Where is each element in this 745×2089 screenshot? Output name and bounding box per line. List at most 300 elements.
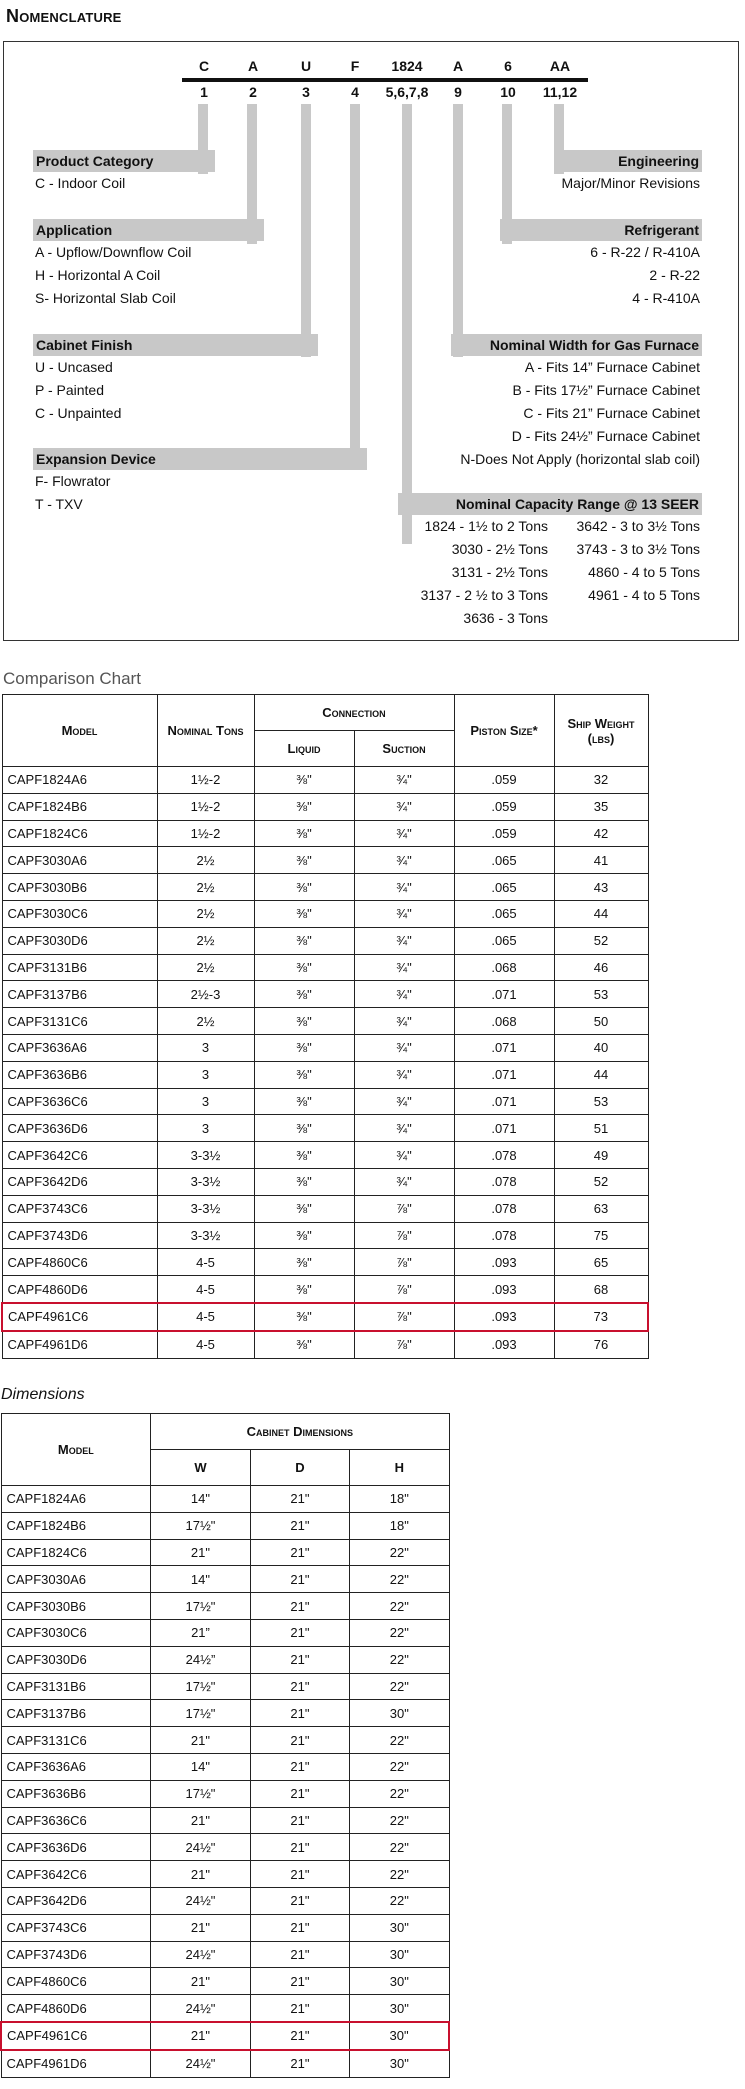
model-cell: CAPF3642C6 <box>1 1861 151 1888</box>
value-cell: 4-5 <box>157 1276 254 1303</box>
value-cell: 75 <box>554 1222 648 1249</box>
capacity-item: 3030 - 2½ Tons <box>451 541 548 557</box>
model-cell: CAPF4961C6 <box>1 2022 151 2050</box>
value-cell: 2½ <box>157 900 254 927</box>
dim-col-model: Model <box>1 1414 151 1486</box>
value-cell: ⅞" <box>354 1249 454 1276</box>
col-tons: Nominal Tons <box>157 695 254 767</box>
model-cell: CAPF1824C6 <box>2 820 157 847</box>
right-category-item: N-Does Not Apply (horizontal slab coil) <box>460 451 700 467</box>
model-cell: CAPF3636C6 <box>1 1807 151 1834</box>
table-row <box>2 1249 648 1276</box>
value-cell: 21" <box>151 1807 251 1834</box>
value-cell: 24½" <box>151 2050 251 2077</box>
model-cell: CAPF1824A6 <box>2 767 157 794</box>
value-cell: 18" <box>350 1486 449 1513</box>
left-category-item: H - Horizontal A Coil <box>35 267 161 283</box>
model-cell: CAPF4860C6 <box>1 1968 151 1995</box>
model-cell: CAPF3743C6 <box>1 1914 151 1941</box>
value-cell: .065 <box>454 847 554 874</box>
model-cell: CAPF3743D6 <box>1 1941 151 1968</box>
code-letter: 1824 <box>391 58 423 74</box>
value-cell: 21" <box>250 1619 349 1646</box>
value-cell: 44 <box>554 1061 648 1088</box>
table-row <box>1 1727 449 1754</box>
value-cell: 21" <box>250 1807 349 1834</box>
model-cell: CAPF3642D6 <box>2 1168 157 1195</box>
value-cell: 2½ <box>157 874 254 901</box>
model-cell: CAPF3030B6 <box>1 1593 151 1620</box>
table-row <box>2 1331 648 1358</box>
code-letter: 6 <box>504 58 512 74</box>
model-cell: CAPF3137B6 <box>2 981 157 1008</box>
value-cell: 22" <box>350 1861 449 1888</box>
value-cell: ⅞" <box>354 1222 454 1249</box>
value-cell: 76 <box>554 1331 648 1358</box>
value-cell: 21" <box>250 1861 349 1888</box>
table-row <box>2 874 648 901</box>
value-cell: ¾" <box>354 820 454 847</box>
value-cell: 17½" <box>151 1512 251 1539</box>
value-cell: ¾" <box>354 793 454 820</box>
value-cell: ¾" <box>354 767 454 794</box>
value-cell: .078 <box>454 1168 554 1195</box>
table-row <box>2 1115 648 1142</box>
value-cell: 21" <box>250 1753 349 1780</box>
left-category-item: C - Indoor Coil <box>35 175 126 191</box>
value-cell: .093 <box>454 1303 554 1331</box>
value-cell: 14" <box>151 1486 251 1513</box>
value-cell: ¾" <box>354 1008 454 1035</box>
model-cell: CAPF3131C6 <box>2 1008 157 1035</box>
value-cell: ⅜" <box>254 1008 354 1035</box>
capacity-item: 3743 - 3 to 3½ Tons <box>576 541 700 557</box>
table-row <box>2 1276 648 1303</box>
value-cell: .093 <box>454 1249 554 1276</box>
left-category-item: U - Uncased <box>35 359 113 375</box>
value-cell: ⅜" <box>254 927 354 954</box>
value-cell: 22" <box>350 1566 449 1593</box>
table-row <box>2 1142 648 1169</box>
table-row <box>1 2022 449 2050</box>
value-cell: ¾" <box>354 847 454 874</box>
value-cell: .071 <box>454 1088 554 1115</box>
value-cell: 1½-2 <box>157 820 254 847</box>
value-cell: 21" <box>250 1700 349 1727</box>
value-cell: 22" <box>350 1807 449 1834</box>
col-piston: Piston Size* <box>454 695 554 767</box>
value-cell: 68 <box>554 1276 648 1303</box>
value-cell: 2½-3 <box>157 981 254 1008</box>
value-cell: .071 <box>454 1034 554 1061</box>
value-cell: .059 <box>454 767 554 794</box>
model-cell: CAPF3636D6 <box>1 1834 151 1861</box>
dimensions-table <box>0 1413 450 2078</box>
model-cell: CAPF3030D6 <box>1 1646 151 1673</box>
right-category-item: C - Fits 21” Furnace Cabinet <box>523 405 700 421</box>
value-cell: ⅜" <box>254 1142 354 1169</box>
value-cell: 3-3½ <box>157 1222 254 1249</box>
value-cell: ¾" <box>354 927 454 954</box>
table-row <box>1 1780 449 1807</box>
value-cell: 21" <box>250 1486 349 1513</box>
table-row <box>1 1593 449 1620</box>
value-cell: 21” <box>151 1619 251 1646</box>
table-row <box>1 1995 449 2022</box>
value-cell: 4-5 <box>157 1331 254 1358</box>
value-cell: ¾" <box>354 1142 454 1169</box>
value-cell: ⅜" <box>254 874 354 901</box>
value-cell: ⅜" <box>254 900 354 927</box>
model-cell: CAPF3131C6 <box>1 1727 151 1754</box>
value-cell: 43 <box>554 874 648 901</box>
value-cell: ⅜" <box>254 767 354 794</box>
table-row <box>2 1303 648 1331</box>
left-category-item: C - Unpainted <box>35 405 122 421</box>
value-cell: 17½" <box>151 1700 251 1727</box>
value-cell: ⅜" <box>254 1115 354 1142</box>
value-cell: 22" <box>350 1780 449 1807</box>
left-category-item: P - Painted <box>35 382 105 398</box>
right-category-item: 2 - R-22 <box>649 267 700 283</box>
value-cell: 22" <box>350 1834 449 1861</box>
table-row <box>1 1968 449 1995</box>
code-letter: F <box>350 58 360 74</box>
table-row <box>2 1008 648 1035</box>
value-cell: 21" <box>250 1914 349 1941</box>
value-cell: 21" <box>151 1968 251 1995</box>
code-position: 5,6,7,8 <box>385 84 429 100</box>
right-category-item: 6 - R-22 / R-410A <box>590 244 700 260</box>
table-row <box>1 1673 449 1700</box>
left-category-item: F- Flowrator <box>35 473 111 489</box>
table-row <box>1 1512 449 1539</box>
value-cell: ⅞" <box>354 1276 454 1303</box>
value-cell: ⅜" <box>254 1303 354 1331</box>
table-row <box>2 1168 648 1195</box>
code-position: 11,12 <box>542 84 578 100</box>
model-cell: CAPF3137B6 <box>1 1700 151 1727</box>
value-cell: 22" <box>350 1619 449 1646</box>
code-position: 10 <box>500 84 516 100</box>
value-cell: 3-3½ <box>157 1142 254 1169</box>
value-cell: 3 <box>157 1115 254 1142</box>
code-letter: A <box>247 58 259 74</box>
right-category-item: B - Fits 17½” Furnace Cabinet <box>512 382 700 398</box>
table-row <box>1 1619 449 1646</box>
value-cell: ¾" <box>354 1061 454 1088</box>
model-cell: CAPF1824C6 <box>1 1539 151 1566</box>
dim-col-cabinet: Cabinet Dimensions <box>151 1414 449 1450</box>
model-cell: CAPF3030A6 <box>1 1566 151 1593</box>
value-cell: 21" <box>250 1539 349 1566</box>
right-category-heading: Nominal Width for Gas Furnace <box>451 334 702 356</box>
table-row <box>2 981 648 1008</box>
value-cell: 30" <box>350 1914 449 1941</box>
value-cell: 52 <box>554 1168 648 1195</box>
value-cell: 3-3½ <box>157 1168 254 1195</box>
value-cell: 22" <box>350 1539 449 1566</box>
value-cell: 21" <box>250 1941 349 1968</box>
value-cell: 53 <box>554 1088 648 1115</box>
model-cell: CAPF3030A6 <box>2 847 157 874</box>
capacity-item: 1824 - 1½ to 2 Tons <box>424 518 548 534</box>
table-row <box>2 847 648 874</box>
table-row <box>2 1061 648 1088</box>
table-row <box>1 2050 449 2077</box>
model-cell: CAPF3642C6 <box>2 1142 157 1169</box>
model-cell: CAPF4860D6 <box>1 1995 151 2022</box>
value-cell: 21" <box>250 1593 349 1620</box>
table-row <box>1 1700 449 1727</box>
table-row <box>1 1646 449 1673</box>
value-cell: 30" <box>350 1941 449 1968</box>
model-cell: CAPF3636A6 <box>1 1753 151 1780</box>
model-cell: CAPF3743D6 <box>2 1222 157 1249</box>
value-cell: 21" <box>151 1861 251 1888</box>
value-cell: 17½" <box>151 1673 251 1700</box>
value-cell: ⅞" <box>354 1303 454 1331</box>
value-cell: .065 <box>454 874 554 901</box>
value-cell: 21" <box>250 2022 349 2050</box>
model-cell: CAPF3131B6 <box>1 1673 151 1700</box>
table-row <box>1 1941 449 1968</box>
table-row <box>1 1807 449 1834</box>
value-cell: 17½" <box>151 1593 251 1620</box>
value-cell: ⅜" <box>254 1276 354 1303</box>
value-cell: 22" <box>350 1646 449 1673</box>
capacity-heading: Nominal Capacity Range @ 13 SEER <box>398 493 702 515</box>
value-cell: 51 <box>554 1115 648 1142</box>
value-cell: 22" <box>350 1673 449 1700</box>
code-letter: U <box>300 58 312 74</box>
model-cell: CAPF4961C6 <box>2 1303 157 1331</box>
model-cell: CAPF3636B6 <box>1 1780 151 1807</box>
model-cell: CAPF1824B6 <box>2 793 157 820</box>
right-category-item: A - Fits 14” Furnace Cabinet <box>524 359 700 375</box>
value-cell: .068 <box>454 1008 554 1035</box>
value-cell: 2½ <box>157 927 254 954</box>
value-cell: .059 <box>454 820 554 847</box>
capacity-item: 3131 - 2½ Tons <box>451 564 548 580</box>
value-cell: ¾" <box>354 900 454 927</box>
value-cell: 21" <box>151 1914 251 1941</box>
value-cell: 2½ <box>157 847 254 874</box>
code-letter: C <box>198 58 210 74</box>
value-cell: ⅞" <box>354 1195 454 1222</box>
code-position: 2 <box>249 84 257 100</box>
value-cell: 2½ <box>157 954 254 981</box>
value-cell: ⅜" <box>254 981 354 1008</box>
table-row <box>1 1834 449 1861</box>
value-cell: 4-5 <box>157 1249 254 1276</box>
value-cell: ⅜" <box>254 1034 354 1061</box>
model-cell: CAPF1824B6 <box>1 1512 151 1539</box>
value-cell: 30" <box>350 1700 449 1727</box>
table-row <box>1 1861 449 1888</box>
capacity-item: 3642 - 3 to 3½ Tons <box>576 518 700 534</box>
value-cell: 3 <box>157 1034 254 1061</box>
value-cell: 30" <box>350 1995 449 2022</box>
value-cell: ¾" <box>354 1115 454 1142</box>
value-cell: 21" <box>250 1968 349 1995</box>
comparison-table <box>1 694 649 1359</box>
value-cell: ¾" <box>354 1168 454 1195</box>
value-cell: 73 <box>554 1303 648 1331</box>
value-cell: 32 <box>554 767 648 794</box>
value-cell: .065 <box>454 927 554 954</box>
value-cell: 3-3½ <box>157 1195 254 1222</box>
value-cell: 24½” <box>151 1646 251 1673</box>
value-cell: 21" <box>250 2050 349 2077</box>
value-cell: 24½" <box>151 1887 251 1914</box>
table-row <box>2 793 648 820</box>
dimensions-title: Dimensions <box>1 1386 85 1403</box>
value-cell: 24½" <box>151 1941 251 1968</box>
model-cell: CAPF4961D6 <box>1 2050 151 2077</box>
comparison-title: Comparison Chart <box>3 669 141 688</box>
model-cell: CAPF3642D6 <box>1 1887 151 1914</box>
table-row <box>1 1887 449 1914</box>
value-cell: 30" <box>350 2022 449 2050</box>
value-cell: ¾" <box>354 981 454 1008</box>
value-cell: ⅜" <box>254 1331 354 1358</box>
value-cell: 21" <box>250 1834 349 1861</box>
value-cell: 22" <box>350 1593 449 1620</box>
value-cell: ⅜" <box>254 793 354 820</box>
value-cell: 21" <box>151 1539 251 1566</box>
value-cell: 21" <box>151 2022 251 2050</box>
value-cell: ⅜" <box>254 1195 354 1222</box>
value-cell: 53 <box>554 981 648 1008</box>
value-cell: ⅜" <box>254 1168 354 1195</box>
value-cell: 24½" <box>151 1834 251 1861</box>
value-cell: 1½-2 <box>157 793 254 820</box>
value-cell: .078 <box>454 1142 554 1169</box>
table-row <box>1 1753 449 1780</box>
model-cell: CAPF4860D6 <box>2 1276 157 1303</box>
value-cell: 46 <box>554 954 648 981</box>
left-category-heading: Product Category <box>33 150 215 172</box>
capacity-item: 4961 - 4 to 5 Tons <box>588 587 700 603</box>
value-cell: 65 <box>554 1249 648 1276</box>
model-cell: CAPF3636D6 <box>2 1115 157 1142</box>
code-letter: AA <box>549 58 571 74</box>
value-cell: 49 <box>554 1142 648 1169</box>
model-cell: CAPF1824A6 <box>1 1486 151 1513</box>
value-cell: 50 <box>554 1008 648 1035</box>
table-row <box>2 1222 648 1249</box>
table-row <box>2 1034 648 1061</box>
value-cell: ⅞" <box>354 1331 454 1358</box>
dim-col-h: H <box>350 1450 449 1486</box>
value-cell: 30" <box>350 1968 449 1995</box>
value-cell: 41 <box>554 847 648 874</box>
left-category-item: S- Horizontal Slab Coil <box>35 290 176 306</box>
table-row <box>1 1486 449 1513</box>
value-cell: .071 <box>454 1061 554 1088</box>
table-row <box>2 900 648 927</box>
value-cell: ⅜" <box>254 1222 354 1249</box>
value-cell: 63 <box>554 1195 648 1222</box>
table-row <box>2 1195 648 1222</box>
value-cell: 1½-2 <box>157 767 254 794</box>
table-row <box>1 1914 449 1941</box>
code-underline <box>182 78 588 82</box>
model-cell: CAPF3030C6 <box>2 900 157 927</box>
value-cell: .093 <box>454 1276 554 1303</box>
value-cell: ⅜" <box>254 1088 354 1115</box>
dim-col-d: D <box>250 1450 349 1486</box>
col-suction: Suction <box>354 731 454 767</box>
value-cell: 4-5 <box>157 1303 254 1331</box>
value-cell: 22" <box>350 1887 449 1914</box>
value-cell: 40 <box>554 1034 648 1061</box>
value-cell: 44 <box>554 900 648 927</box>
model-cell: CAPF3636B6 <box>2 1061 157 1088</box>
table-row <box>1 1566 449 1593</box>
model-cell: CAPF3743C6 <box>2 1195 157 1222</box>
value-cell: ¾" <box>354 954 454 981</box>
table-row <box>1 1539 449 1566</box>
value-cell: 35 <box>554 793 648 820</box>
dim-col-w: W <box>151 1450 251 1486</box>
value-cell: 21" <box>250 1673 349 1700</box>
value-cell: 3 <box>157 1061 254 1088</box>
code-position: 4 <box>351 84 359 100</box>
capacity-item: 3137 - 2 ½ to 3 Tons <box>420 587 548 603</box>
value-cell: .065 <box>454 900 554 927</box>
value-cell: 21" <box>151 1727 251 1754</box>
left-category-heading: Cabinet Finish <box>33 334 318 356</box>
value-cell: ⅜" <box>254 820 354 847</box>
value-cell: ⅜" <box>254 1061 354 1088</box>
value-cell: ¾" <box>354 874 454 901</box>
value-cell: ⅜" <box>254 1249 354 1276</box>
value-cell: .059 <box>454 793 554 820</box>
capacity-item: 4860 - 4 to 5 Tons <box>588 564 700 580</box>
value-cell: 3 <box>157 1088 254 1115</box>
value-cell: 21" <box>250 1727 349 1754</box>
table-row <box>2 1088 648 1115</box>
capacity-item: 3636 - 3 Tons <box>463 610 548 626</box>
code-position: 9 <box>454 84 462 100</box>
value-cell: ¾" <box>354 1088 454 1115</box>
model-cell: CAPF3131B6 <box>2 954 157 981</box>
value-cell: ⅜" <box>254 847 354 874</box>
left-category-heading: Application <box>33 219 264 241</box>
value-cell: ¾" <box>354 1034 454 1061</box>
value-cell: 14" <box>151 1753 251 1780</box>
value-cell: .093 <box>454 1331 554 1358</box>
left-category-heading: Expansion Device <box>33 448 367 470</box>
col-weight: Ship Weight (lbs) <box>554 695 648 767</box>
model-cell: CAPF4860C6 <box>2 1249 157 1276</box>
right-category-item: D - Fits 24½” Furnace Cabinet <box>511 428 700 444</box>
col-liquid: Liquid <box>254 731 354 767</box>
model-cell: CAPF3636A6 <box>2 1034 157 1061</box>
nomenclature-title: Nomenclature <box>6 6 122 26</box>
table-row <box>2 927 648 954</box>
value-cell: ⅜" <box>254 954 354 981</box>
col-connection: Connection <box>254 695 454 731</box>
value-cell: .071 <box>454 1115 554 1142</box>
value-cell: 18" <box>350 1512 449 1539</box>
value-cell: 22" <box>350 1727 449 1754</box>
code-position: 3 <box>302 84 310 100</box>
table-row <box>2 820 648 847</box>
value-cell: .068 <box>454 954 554 981</box>
